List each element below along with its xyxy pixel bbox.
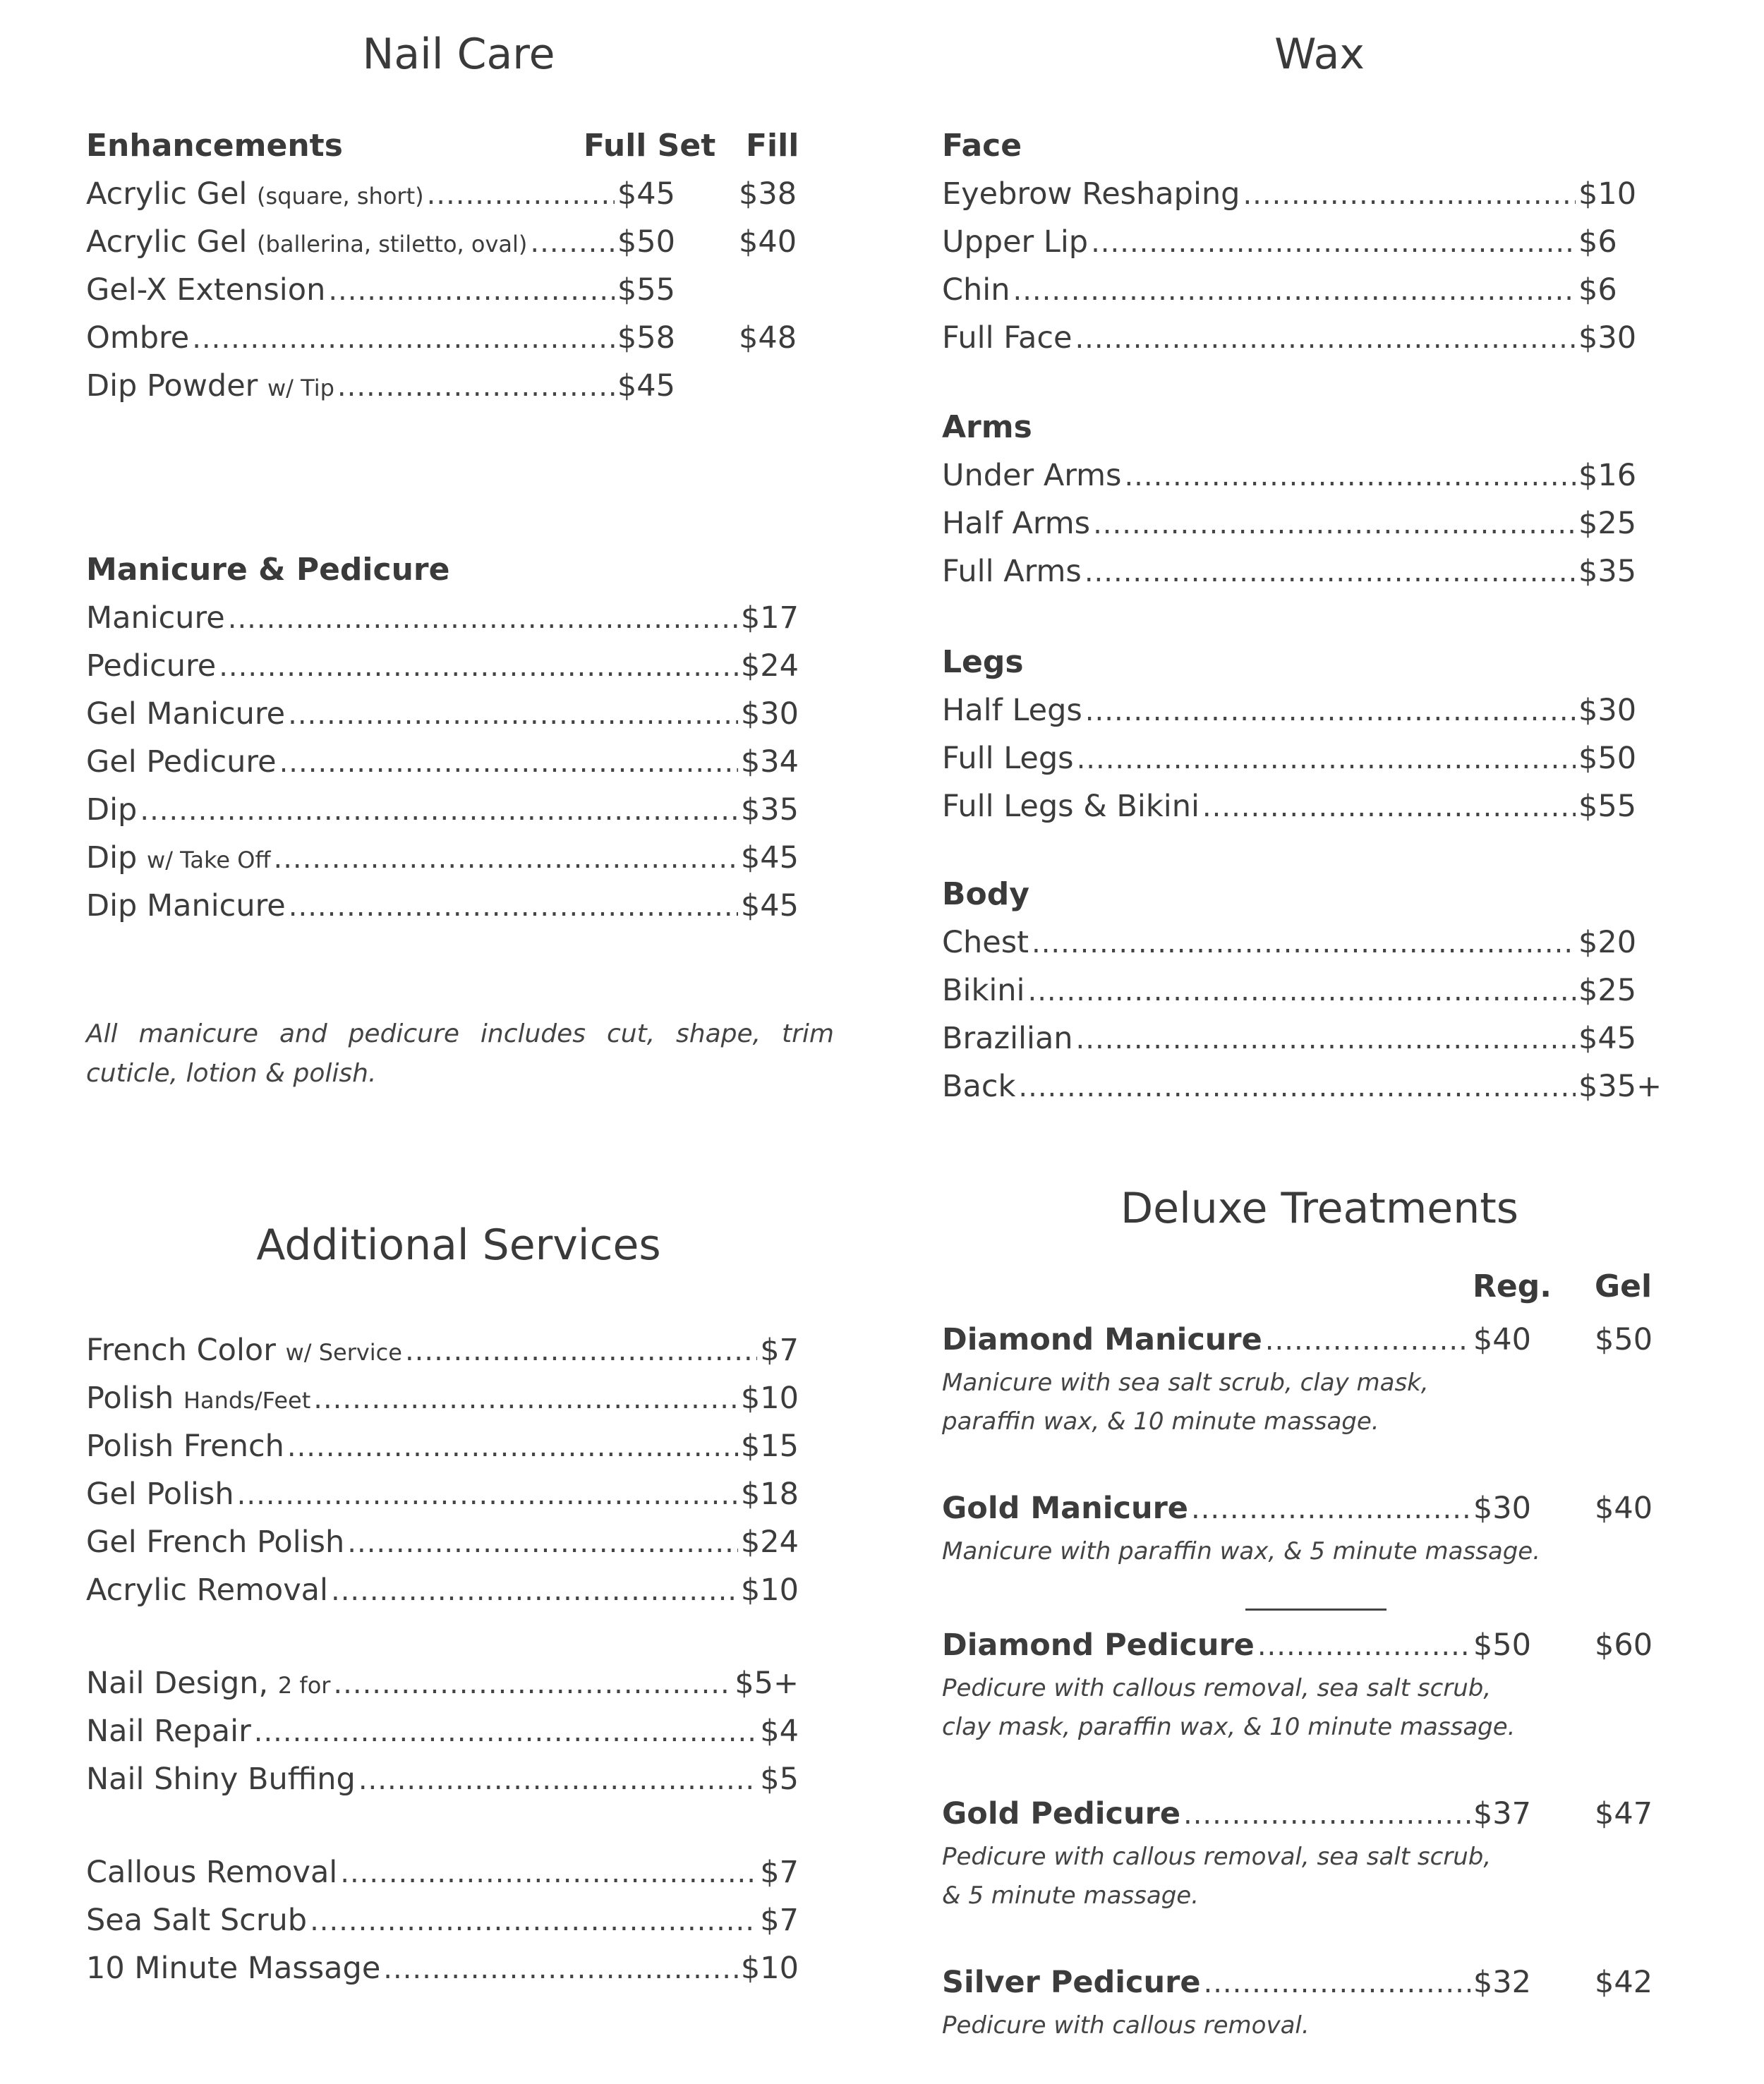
item-description: Manicure with sea salt scrub, clay mask, [942, 1369, 1429, 1397]
item-price: $10 [1578, 176, 1637, 212]
wax-arms-section [942, 404, 1651, 595]
menu-item-row [942, 1062, 1662, 1110]
full-set-price: $45 [617, 368, 675, 404]
item-price: $25 [1578, 506, 1637, 541]
item-note: w/ Service [285, 1339, 402, 1366]
menu-item-row [86, 1848, 799, 1896]
item-note: 2 for [277, 1672, 331, 1699]
gel-price: $47 [1595, 1796, 1653, 1831]
item-price: $5 [760, 1762, 799, 1797]
dot-leader [1085, 687, 1576, 735]
regular-price: $30 [1473, 1491, 1531, 1526]
item-name: Under Arms [942, 458, 1122, 493]
menu-item-row [942, 547, 1651, 595]
menu-item-row [86, 266, 675, 314]
item-name: Dip [86, 840, 138, 876]
item-description: Pedicure with callous removal, sea salt scrub, [942, 1674, 1492, 1702]
item-name: Gel Manicure [86, 696, 286, 732]
item-price: $7 [760, 1855, 799, 1890]
menu-item-row [86, 1659, 799, 1707]
menu-item-row [942, 499, 1651, 547]
gel-column-label: Gel [1595, 1268, 1653, 1304]
item-name: Silver Pedicure [942, 1965, 1201, 2000]
item-note: (ballerina, stiletto, oval) [257, 231, 528, 258]
wax-body-section [942, 871, 1662, 1110]
item-name: Chin [942, 272, 1010, 308]
dot-leader [289, 883, 738, 931]
menu-item-row [86, 218, 797, 266]
menu-item-row [942, 1484, 1653, 1532]
menu-item-row [942, 170, 1651, 218]
item-price: $45 [740, 888, 799, 923]
item-description: Manicure with paraffin wax, & 5 minute massage. [942, 1537, 1541, 1565]
item-name: Acrylic Removal [86, 1573, 328, 1608]
dot-leader [254, 1708, 758, 1756]
item-price: $24 [740, 1525, 799, 1560]
dot-leader [274, 835, 738, 883]
item-price: $10 [740, 1573, 799, 1608]
item-price: $25 [1578, 973, 1637, 1008]
dot-leader [1077, 735, 1576, 783]
item-price: $30 [1578, 693, 1637, 728]
item-name: Full Face [942, 320, 1073, 356]
menu-item-row [86, 738, 799, 786]
dot-leader [383, 1945, 738, 1993]
menu-item-row [942, 314, 1651, 362]
item-name: Diamond Manicure [942, 1322, 1262, 1357]
item-name: Gel Pedicure [86, 744, 277, 780]
menu-item-row [942, 919, 1651, 967]
item-price: $55 [1578, 789, 1637, 824]
deluxe-item [942, 1316, 1651, 1441]
dot-leader [1183, 1791, 1470, 1838]
item-name: Polish [86, 1381, 174, 1416]
wax-body-heading: Body [942, 876, 1029, 912]
item-name: Full Legs [942, 741, 1074, 776]
wax-title: Wax [1274, 30, 1365, 79]
dot-leader [1124, 452, 1576, 500]
item-price: $10 [740, 1381, 799, 1416]
dot-leader [1028, 967, 1576, 1015]
wax-arms-heading: Arms [942, 409, 1032, 445]
item-price: $35 [1578, 554, 1637, 589]
menu-item-row [942, 967, 1651, 1014]
fill-price: $38 [739, 176, 797, 212]
item-name: Gold Pedicure [942, 1796, 1180, 1831]
enhancements-heading: Enhancements [86, 128, 343, 164]
wax-face-section [942, 122, 1651, 362]
item-price: $16 [1578, 458, 1637, 493]
item-name: Nail Repair [86, 1714, 251, 1749]
item-name: Full Legs & Bikini [942, 789, 1200, 824]
item-name: Sea Salt Scrub [86, 1903, 308, 1938]
item-price: $7 [760, 1333, 799, 1368]
menu-item-row [86, 1470, 799, 1518]
dot-leader [1243, 171, 1576, 219]
item-name: Gel French Polish [86, 1525, 345, 1560]
gel-price: $40 [1595, 1491, 1653, 1526]
menu-item-row [86, 1566, 799, 1614]
dot-leader [219, 643, 738, 691]
dot-leader [331, 1567, 738, 1615]
additional-services-group-3 [86, 1848, 799, 1992]
item-name: 10 Minute Massage [86, 1951, 381, 1986]
item-price: $6 [1578, 224, 1617, 260]
item-price: $5+ [735, 1666, 799, 1701]
menu-item-row [86, 1422, 799, 1470]
item-name: Nail Design, [86, 1666, 269, 1701]
item-name: Polish French [86, 1429, 284, 1464]
item-price: $35+ [1578, 1069, 1662, 1104]
item-name: Chest [942, 925, 1029, 960]
item-name: Gel Polish [86, 1477, 234, 1512]
item-name: Eyebrow Reshaping [942, 176, 1240, 212]
menu-item-row [942, 1316, 1653, 1364]
item-price: $7 [760, 1903, 799, 1938]
menu-item-row [86, 362, 675, 410]
regular-column-label: Reg. [1473, 1268, 1552, 1304]
deluxe-item [942, 1484, 1651, 1571]
item-name: Dip [86, 792, 138, 828]
item-name: Half Legs [942, 693, 1082, 728]
manicure-pedicure-section [86, 546, 799, 930]
fill-price: $40 [739, 224, 797, 260]
deluxe-item [942, 1621, 1651, 1747]
dot-leader [1093, 500, 1576, 548]
enhancements-header [86, 122, 799, 170]
item-name: Diamond Pedicure [942, 1628, 1255, 1663]
gel-price: $50 [1595, 1322, 1653, 1357]
menu-item-row [86, 1518, 799, 1566]
dot-leader [1265, 1316, 1470, 1364]
dot-leader [328, 267, 615, 315]
fill-column-label: Fill [746, 128, 799, 164]
deluxe-column-headers [942, 1263, 1651, 1311]
dot-leader [228, 595, 738, 643]
dot-leader [1032, 919, 1576, 967]
dot-leader [1202, 783, 1576, 831]
item-note: (square, short) [257, 183, 424, 210]
gel-price: $60 [1595, 1628, 1653, 1663]
dot-leader [1204, 1959, 1470, 2007]
item-name: Gold Manicure [942, 1491, 1188, 1526]
item-price: $45 [740, 840, 799, 876]
item-price: $45 [1578, 1021, 1637, 1056]
item-name: Ombre [86, 320, 190, 356]
item-price: $35 [740, 792, 799, 828]
item-name: Acrylic Gel [86, 224, 248, 260]
deluxe-treatments-title: Deluxe Treatments [1120, 1184, 1519, 1233]
menu-item-row [86, 314, 797, 362]
item-name: Acrylic Gel [86, 176, 248, 212]
menu-item-row [942, 266, 1651, 314]
menu-item-row [86, 1896, 799, 1944]
dot-leader [1075, 315, 1576, 363]
dot-leader [237, 1471, 738, 1519]
dot-leader [279, 739, 738, 787]
item-note: Hands/Feet [183, 1387, 311, 1414]
dot-leader [337, 363, 615, 411]
menu-item-row [86, 690, 799, 738]
item-price: $6 [1578, 272, 1617, 308]
menu-item-row [942, 1014, 1651, 1062]
menu-item-row [86, 594, 799, 642]
item-name: Nail Shiny Buffing [86, 1762, 356, 1797]
menu-item-row [942, 782, 1651, 830]
menu-item-row [86, 170, 797, 218]
item-description: & 5 minute massage. [942, 1882, 1200, 1910]
menu-item-row [942, 686, 1651, 734]
dot-leader [1257, 1622, 1470, 1670]
menu-item-row [86, 642, 799, 690]
menu-item-row [86, 1755, 799, 1803]
menu-item-row [942, 734, 1651, 782]
dot-leader [530, 219, 615, 267]
full-set-price: $55 [617, 272, 675, 308]
wax-face-heading: Face [942, 128, 1022, 164]
full-set-price: $58 [617, 320, 675, 356]
menu-item-row [942, 1621, 1653, 1669]
item-name: Bikini [942, 973, 1025, 1008]
item-name: Manicure [86, 600, 225, 636]
additional-services-title: Additional Services [256, 1220, 661, 1270]
item-description: Pedicure with callous removal. [942, 2011, 1310, 2040]
item-price: $15 [740, 1429, 799, 1464]
item-price: $18 [740, 1477, 799, 1512]
deluxe-item [942, 1790, 1651, 1915]
dot-leader [1076, 1015, 1576, 1063]
item-description: Pedicure with callous removal, sea salt scrub, [942, 1843, 1492, 1871]
dot-leader [1013, 267, 1576, 315]
deluxe-item [942, 1958, 1651, 2045]
item-name: Half Arms [942, 506, 1091, 541]
item-description: paraffin wax, & 10 minute massage. [942, 1407, 1379, 1436]
item-name: Pedicure [86, 648, 217, 684]
dot-leader [288, 691, 738, 739]
item-price: $30 [740, 696, 799, 732]
item-price: $20 [1578, 925, 1637, 960]
dot-leader [192, 315, 615, 363]
full-set-price: $45 [617, 176, 675, 212]
item-price: $34 [740, 744, 799, 780]
dot-leader [427, 171, 615, 219]
menu-item-row [942, 218, 1651, 266]
item-price: $17 [740, 600, 799, 636]
dot-leader [313, 1375, 738, 1423]
item-name: Dip Manicure [86, 888, 286, 923]
regular-price: $37 [1473, 1796, 1531, 1831]
menu-item-row [942, 1790, 1653, 1838]
item-note: w/ Take Off [147, 847, 271, 873]
menu-item-row [86, 1374, 799, 1422]
dot-leader [1085, 548, 1576, 596]
dot-leader [333, 1660, 732, 1708]
dot-leader [287, 1423, 738, 1471]
dot-leader [1018, 1063, 1576, 1111]
regular-price: $50 [1473, 1628, 1531, 1663]
menu-item-row [86, 786, 799, 834]
dot-leader [358, 1756, 757, 1804]
section-divider [1245, 1609, 1387, 1611]
enhancements-section [86, 122, 799, 410]
item-price: $24 [740, 648, 799, 684]
dot-leader [140, 787, 738, 835]
dot-leader [405, 1327, 757, 1375]
item-name: Callous Removal [86, 1855, 338, 1890]
menu-item-row [86, 1707, 799, 1755]
dot-leader [1191, 1485, 1470, 1533]
item-price: $4 [760, 1714, 799, 1749]
dot-leader [340, 1849, 757, 1897]
gel-price: $42 [1595, 1965, 1653, 2000]
item-name: Gel-X Extension [86, 272, 326, 308]
full-set-price: $50 [617, 224, 675, 260]
item-name: Dip Powder [86, 368, 258, 404]
mani-pedi-note: All manicure and pedicure includes cut, shape, trim cuticle, lotion & polish. [86, 1019, 834, 1088]
regular-price: $32 [1473, 1965, 1531, 2000]
wax-legs-heading: Legs [942, 644, 1024, 680]
item-price: $30 [1578, 320, 1637, 356]
menu-item-row [86, 1326, 799, 1374]
additional-services-group-1 [86, 1326, 799, 1614]
nail-care-title: Nail Care [362, 30, 555, 79]
item-name: Back [942, 1069, 1016, 1104]
additional-services-group-2 [86, 1659, 799, 1803]
fill-price: $48 [739, 320, 797, 356]
menu-item-row [942, 452, 1651, 499]
item-name: French Color [86, 1333, 276, 1368]
wax-legs-section [942, 638, 1651, 830]
dot-leader [347, 1519, 738, 1567]
menu-item-row [86, 1944, 799, 1992]
item-note: w/ Tip [267, 375, 334, 401]
manicure-pedicure-heading: Manicure & Pedicure [86, 552, 450, 588]
item-name: Brazilian [942, 1021, 1073, 1056]
menu-item-row [942, 1958, 1653, 2006]
item-price: $10 [740, 1951, 799, 1986]
item-price: $50 [1578, 741, 1637, 776]
dot-leader [310, 1897, 757, 1945]
item-name: Upper Lip [942, 224, 1089, 260]
item-name: Full Arms [942, 554, 1082, 589]
menu-item-row [86, 834, 799, 882]
item-description: clay mask, paraffin wax, & 10 minute massage. [942, 1713, 1516, 1741]
menu-item-row [86, 882, 799, 930]
regular-price: $40 [1473, 1322, 1531, 1357]
full-set-column-label: Full Set [584, 128, 716, 164]
dot-leader [1091, 219, 1576, 267]
